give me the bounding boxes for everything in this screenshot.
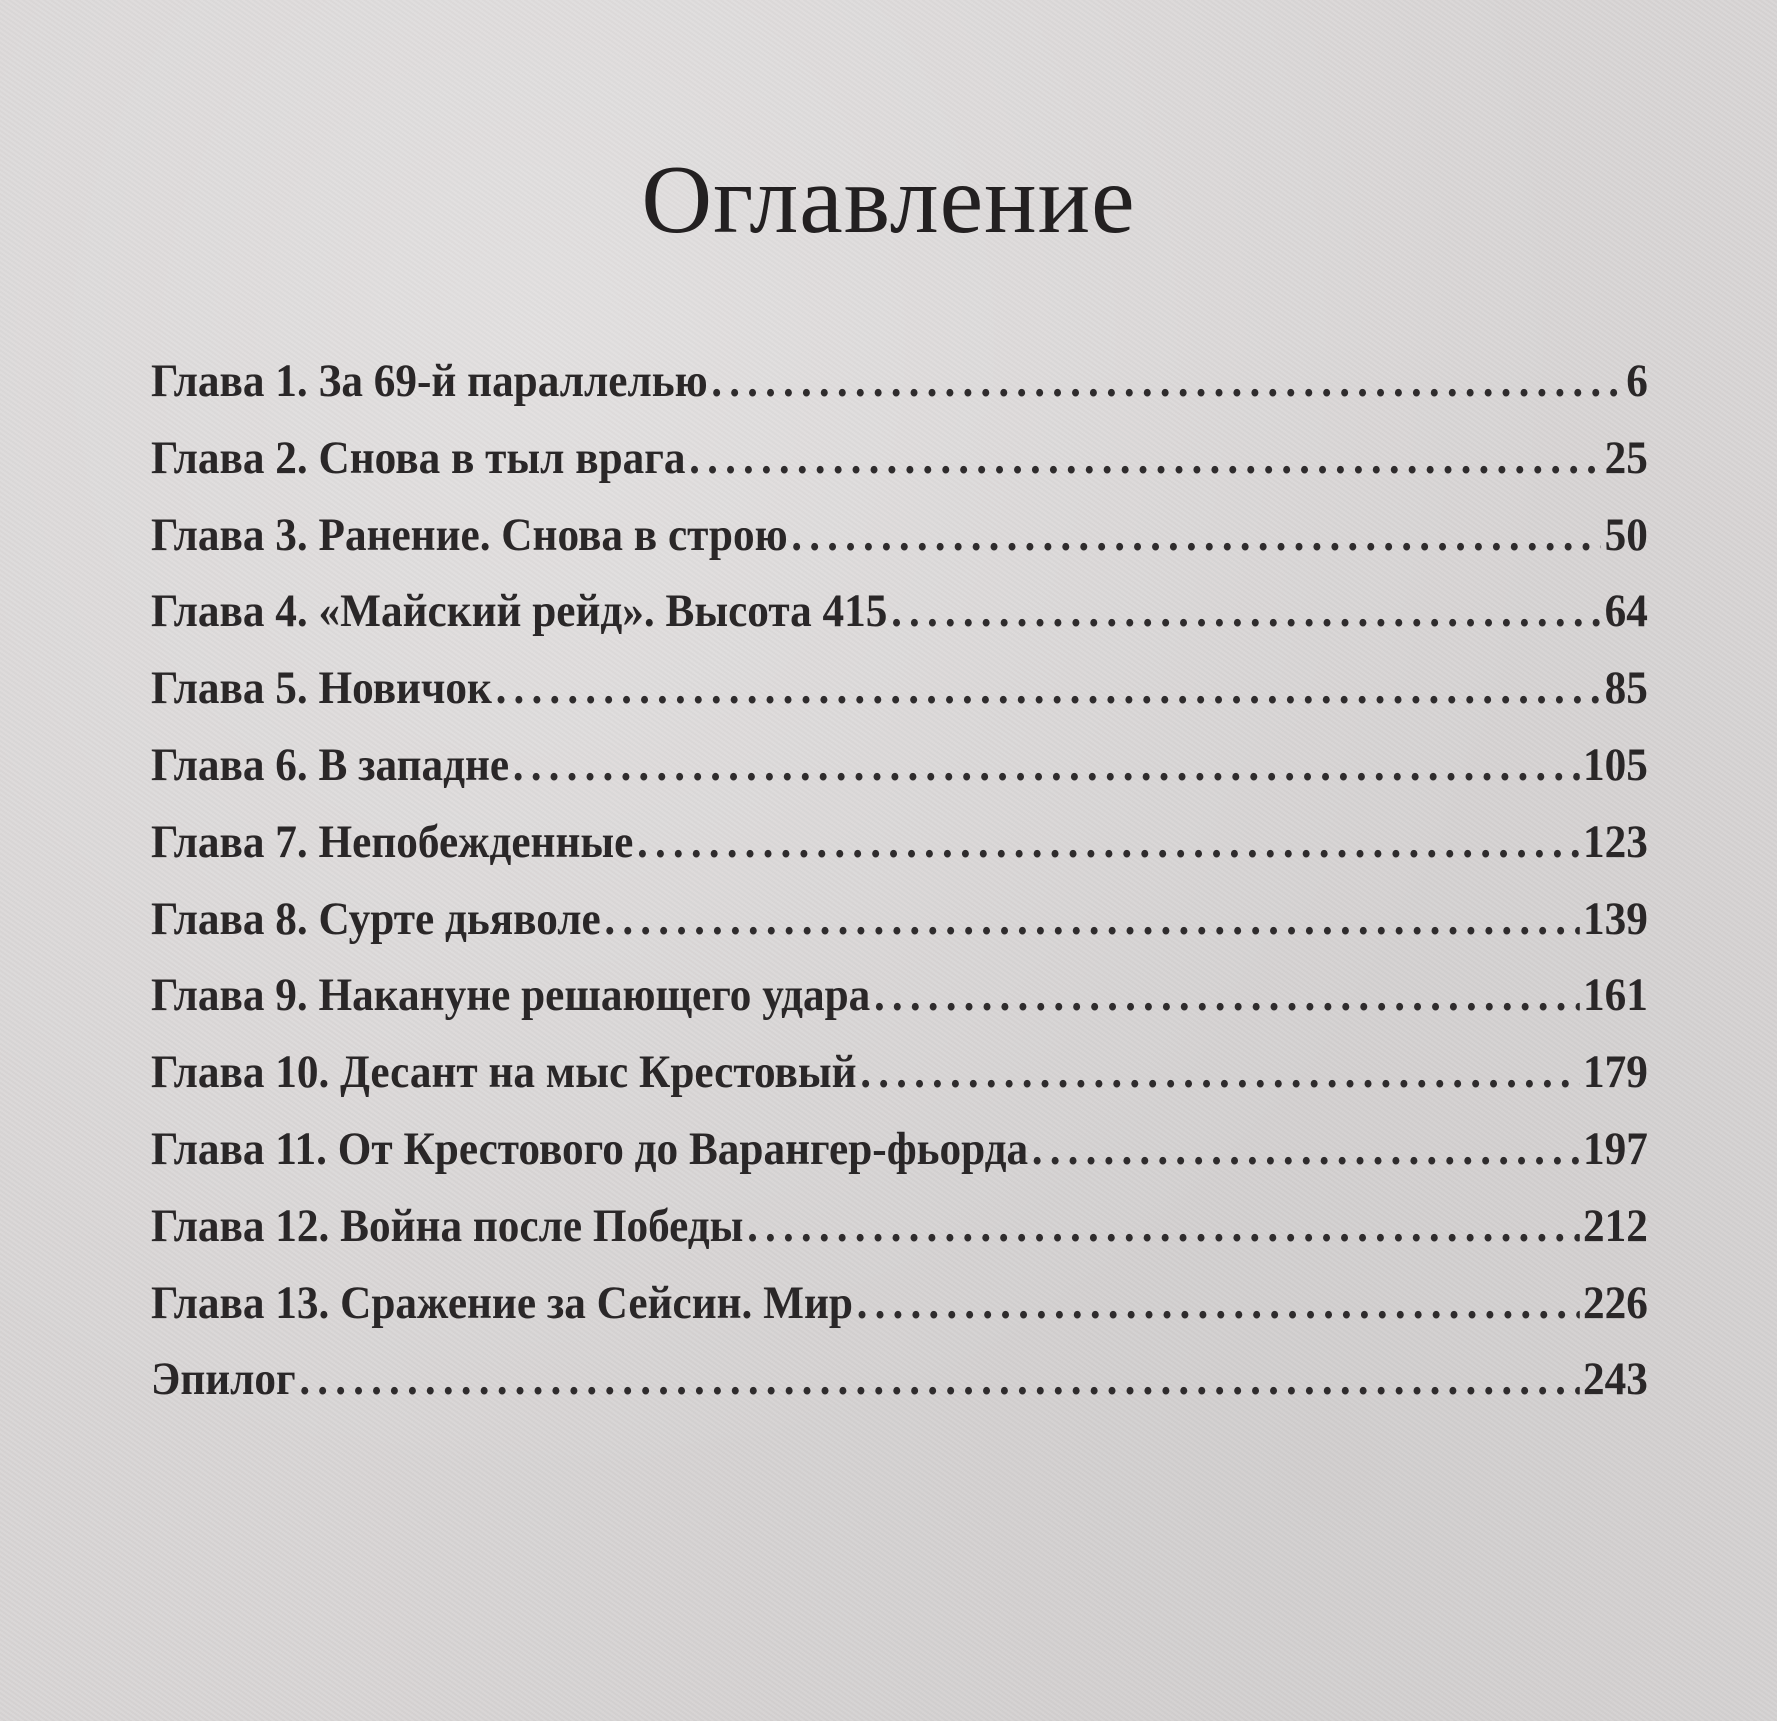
toc-entry-chapter-4 — [151, 573, 1648, 650]
toc-entry-chapter-6 — [151, 727, 1648, 804]
dot-leader — [791, 497, 1601, 574]
dot-leader — [857, 1265, 1580, 1342]
toc-entry-page-number: 226 — [1582, 1276, 1648, 1329]
toc-entry-title: Глава 4. «Майский рейд». Высота 415 — [151, 585, 888, 638]
toc-entry-chapter-13 — [151, 1265, 1648, 1342]
table-of-contents — [151, 343, 1648, 1418]
toc-entry-chapter-5 — [151, 650, 1648, 727]
toc-entry-page-number: 6 — [1626, 355, 1648, 407]
toc-entry-chapter-7 — [151, 804, 1648, 881]
toc-entry-page-number: 64 — [1604, 585, 1648, 638]
toc-entry-title: Глава 3. Ранение. Снова в строю — [151, 508, 788, 561]
toc-entry-title: Глава 6. В западне — [151, 738, 510, 791]
toc-entry-chapter-10 — [151, 1034, 1648, 1111]
dot-leader — [860, 1034, 1579, 1111]
toc-entry-chapter-2 — [151, 420, 1648, 497]
toc-entry-page-number: 123 — [1582, 815, 1648, 868]
dot-leader — [747, 1188, 1579, 1265]
toc-entry-chapter-9 — [151, 957, 1648, 1034]
toc-entry-chapter-3 — [151, 497, 1648, 574]
toc-entry-title: Глава 2. Снова в тыл врага — [151, 431, 686, 484]
toc-entry-chapter-1 — [151, 343, 1648, 420]
toc-entry-title: Глава 5. Новичок — [151, 662, 492, 715]
dot-leader — [711, 343, 1622, 420]
toc-entry-chapter-12 — [151, 1188, 1648, 1265]
dot-leader — [637, 804, 1579, 881]
toc-entry-title: Глава 7. Непобежденные — [151, 815, 634, 868]
toc-entry-page-number: 105 — [1582, 738, 1648, 791]
dot-leader — [496, 650, 1601, 727]
toc-entry-page-number: 25 — [1604, 431, 1648, 484]
dot-leader — [1032, 1111, 1580, 1188]
toc-entry-page-number: 139 — [1582, 892, 1648, 945]
toc-entry-title: Глава 13. Сражение за Сейсин. Мир — [151, 1276, 853, 1329]
toc-entry-chapter-8 — [151, 881, 1648, 958]
toc-entry-epilogue — [151, 1341, 1648, 1418]
toc-entry-page-number: 197 — [1582, 1122, 1648, 1175]
page-title: Оглавление — [641, 146, 1136, 254]
dot-leader — [874, 957, 1579, 1034]
toc-entry-page-number: 50 — [1604, 508, 1648, 561]
toc-entry-page-number: 161 — [1582, 969, 1648, 1022]
toc-entry-page-number: 243 — [1582, 1353, 1648, 1406]
toc-entry-page-number: 85 — [1604, 662, 1648, 715]
toc-entry-chapter-11 — [151, 1111, 1648, 1188]
dot-leader — [891, 573, 1601, 650]
dot-leader — [513, 727, 1579, 804]
toc-entry-title: Глава 1. За 69-й параллелью — [151, 355, 708, 407]
toc-entry-title: Глава 8. Сурте дьяволе — [151, 892, 601, 945]
dot-leader — [604, 881, 1579, 958]
toc-entry-title: Глава 10. Десант на мыс Крестовый — [151, 1046, 857, 1099]
toc-entry-title: Глава 11. От Крестового до Варангер-фьорда — [151, 1122, 1029, 1175]
toc-entry-page-number: 179 — [1582, 1046, 1648, 1099]
toc-entry-title: Глава 12. Война после Победы — [151, 1199, 744, 1252]
dot-leader — [689, 420, 1601, 497]
dot-leader — [299, 1341, 1579, 1418]
toc-entry-title: Глава 9. Накануне решающего удара — [151, 969, 871, 1022]
toc-entry-page-number: 212 — [1582, 1199, 1648, 1252]
toc-entry-title: Эпилог — [151, 1353, 296, 1406]
